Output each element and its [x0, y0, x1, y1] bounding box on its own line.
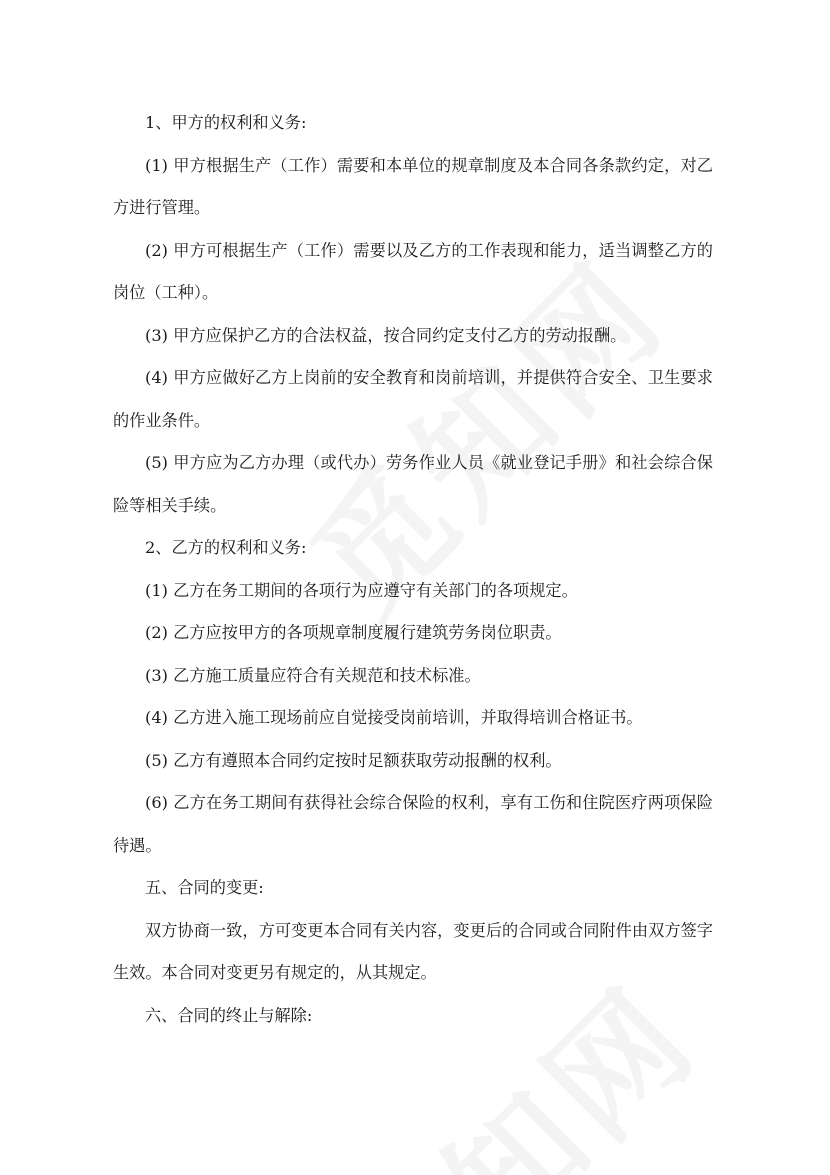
- paragraph: (4) 乙方进入施工现场前应自觉接受岗前培训，并取得培训合格证书。: [145, 708, 643, 727]
- paragraph: (6) 乙方在务工期间有获得社会综合保险的权利，享有工伤和住院医疗两项保险待遇。: [113, 793, 713, 855]
- paragraph: (5) 甲方应为乙方办理（或代办）劳务作业人员《就业登记手册》和社会综合保险等相关手续。: [113, 453, 713, 515]
- document-body: [113, 102, 713, 1037]
- section-heading-party-b: 2、乙方的权利和义务:: [145, 538, 307, 557]
- section-heading-party-a: 1、甲方的权利和义务:: [145, 113, 307, 132]
- paragraph: (3) 乙方施工质量应符合有关规范和技术标准。: [145, 665, 481, 685]
- section-heading-contract-change: 五、合同的变更:: [145, 878, 264, 897]
- paragraph: (5) 乙方有遵照本合同约定按时足额获取劳动报酬的权利。: [145, 750, 562, 770]
- paragraph: (1) 乙方在务工期间的各项行为应遵守有关部门的各项规定。: [145, 580, 578, 600]
- paragraph: 双方协商一致，方可变更本合同有关内容，变更后的合同或合同附件由双方签字生效。本合同对变更另有规定的，从其规定。: [113, 920, 713, 982]
- section-heading-contract-termination: 六、合同的终止与解除:: [145, 1005, 313, 1025]
- paragraph: (2) 甲方可根据生产（工作）需要以及乙方的工作表现和能力，适当调整乙方的岗位（工种）。: [113, 240, 713, 302]
- paragraph: (1) 甲方根据生产（工作）需要和本单位的规章制度及本合同各条款约定，对乙方进行管理。: [113, 155, 713, 217]
- paragraph: (3) 甲方应保护乙方的合法权益，按合同约定支付乙方的劳动报酬。: [145, 325, 627, 345]
- paragraph: (2) 乙方应按甲方的各项规章制度履行建筑劳务岗位职责。: [145, 623, 562, 642]
- paragraph: (4) 甲方应做好乙方上岗前的安全教育和岗前培训，并提供符合安全、卫生要求的作业条件。: [113, 368, 713, 430]
